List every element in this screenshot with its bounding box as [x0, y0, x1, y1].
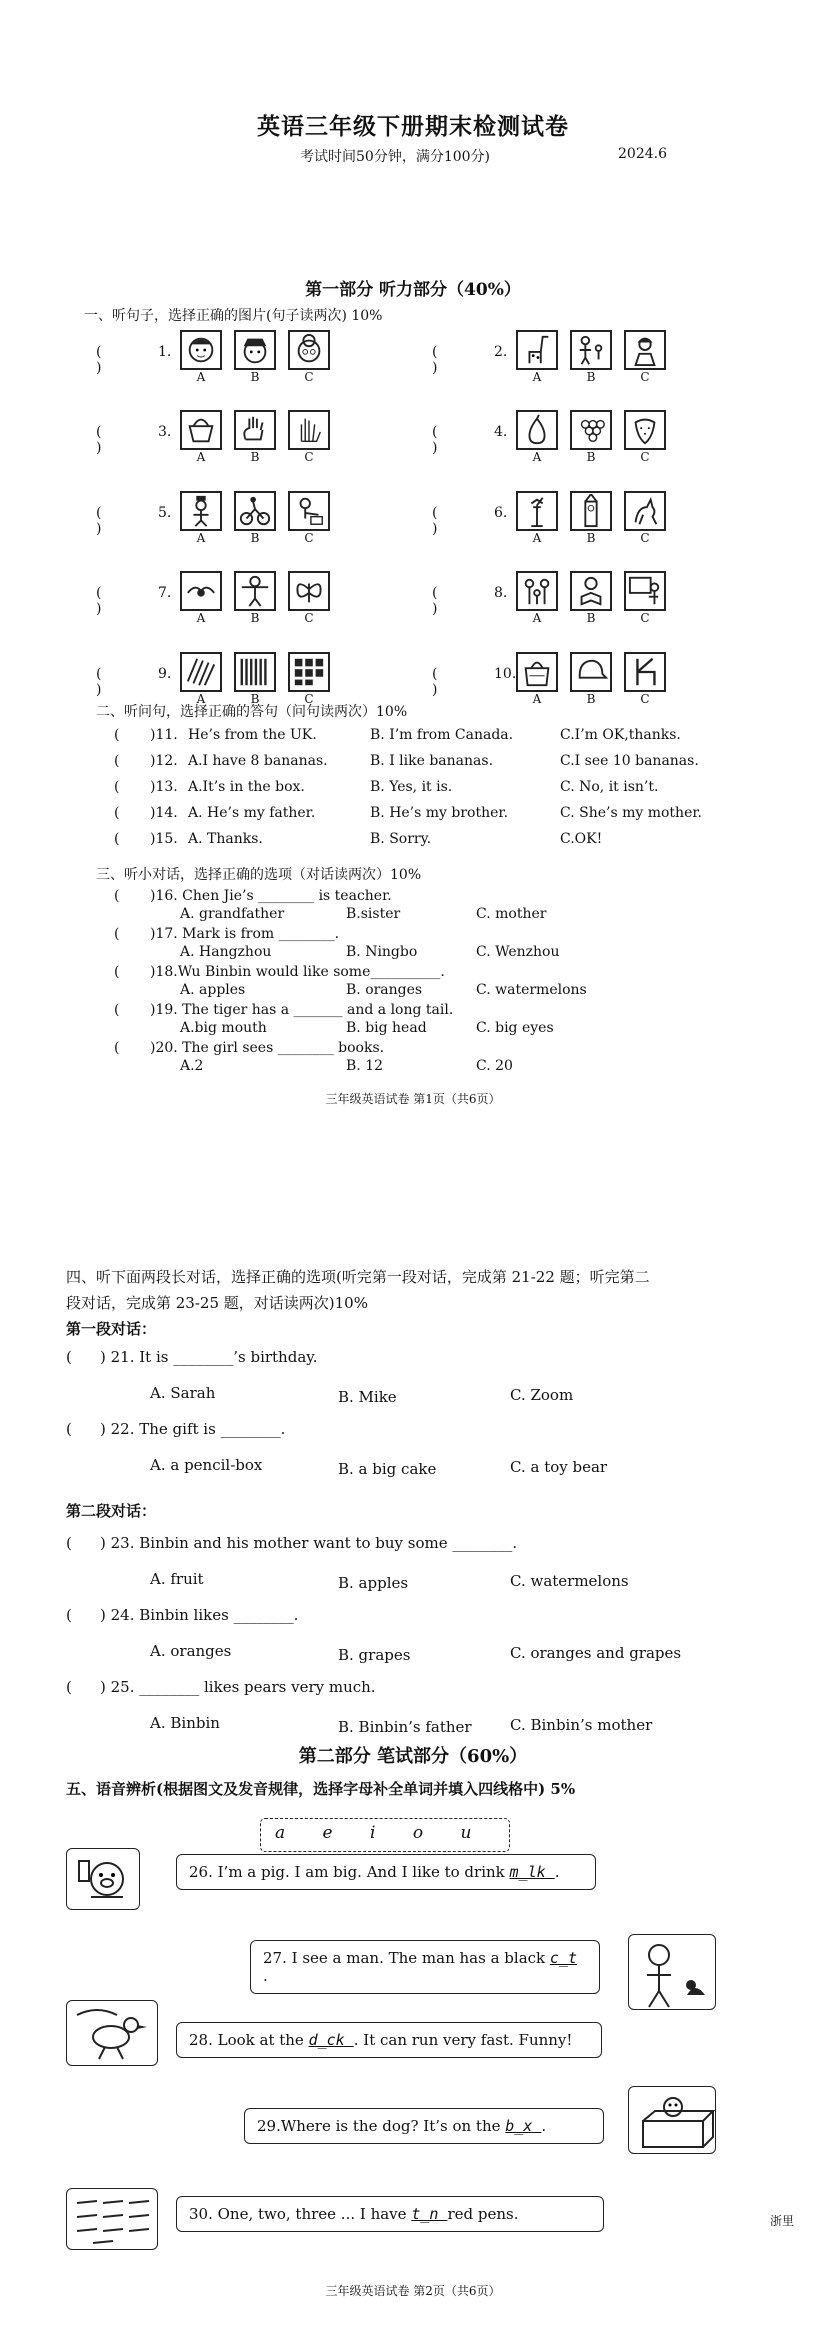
family-icon	[516, 571, 558, 611]
option-c[interactable]: C.OK!	[560, 831, 603, 847]
option-letter: C	[304, 692, 314, 706]
answer-blank[interactable]: (	[66, 1420, 72, 1438]
option-letter: A	[196, 370, 206, 384]
option-letter: A	[532, 450, 542, 464]
option-letter: C	[640, 531, 650, 545]
question-number: 5.	[158, 505, 172, 521]
option-b[interactable]: B. oranges	[346, 982, 423, 998]
option-a[interactable]: A. oranges	[150, 1642, 232, 1660]
answer-blank[interactable]: ( )	[432, 666, 438, 698]
option-c[interactable]: C. a toy bear	[510, 1458, 608, 1476]
question-number: 10.	[494, 666, 517, 682]
option-letter: B	[250, 611, 260, 625]
option-c[interactable]: C. Binbin’s mother	[510, 1716, 653, 1734]
answer-blank[interactable]: ( )	[432, 424, 438, 456]
option-letter: A	[532, 692, 542, 706]
option-b[interactable]: B. I’m from Canada.	[370, 727, 514, 743]
basket-icon	[180, 410, 222, 450]
option-picture[interactable]	[570, 330, 612, 384]
answer-blank[interactable]: (	[114, 888, 120, 904]
sentence-box	[176, 1854, 596, 1890]
hand-icon	[234, 410, 276, 450]
option-b[interactable]: B. Mike	[338, 1388, 397, 1406]
question-text: ) 22. The gift is ________.	[100, 1420, 286, 1438]
option-letter: C	[304, 531, 314, 545]
answer-blank[interactable]: (	[66, 1678, 72, 1696]
answer-blank[interactable]: (	[114, 831, 120, 847]
answer-blank[interactable]: ( )	[96, 505, 102, 537]
option-picture[interactable]	[234, 330, 276, 384]
option-a[interactable]: A. Hangzhou	[180, 944, 272, 960]
option-letter: C	[304, 370, 314, 384]
question-number: 9.	[158, 666, 172, 682]
option-b[interactable]: B. grapes	[338, 1646, 411, 1664]
sentence-text: 27. I see a man. The man has a black	[263, 1949, 550, 1967]
option-picture[interactable]	[624, 330, 666, 384]
option-picture[interactable]	[570, 652, 612, 706]
sentence-box	[244, 2108, 604, 2144]
answer-blank[interactable]: (	[114, 1040, 120, 1056]
option-letter: A	[196, 611, 206, 625]
option-picture[interactable]	[234, 571, 276, 625]
option-picture[interactable]	[516, 330, 558, 384]
option-letter: B	[586, 531, 596, 545]
option-letter: B	[586, 611, 596, 625]
question-number: )13.	[150, 779, 178, 795]
answer-blank[interactable]: ( )	[432, 585, 438, 617]
option-letter: A	[196, 531, 206, 545]
option-b[interactable]: B. Yes, it is.	[370, 779, 453, 795]
option-picture[interactable]	[180, 491, 222, 545]
word-blank[interactable]: d_ck	[308, 2031, 354, 2049]
sentence-text: 26. I’m a pig. I am big. And I like to drink	[189, 1863, 510, 1881]
question-text: )16. Chen Jie’s ________ is teacher.	[150, 888, 392, 904]
sentence-box	[250, 1940, 600, 1994]
answer-blank[interactable]: ( )	[96, 585, 102, 617]
sticks-icon	[234, 652, 276, 692]
option-a[interactable]: A.2	[180, 1058, 204, 1074]
sentence-text: 30. One, two, three ... I have	[189, 2205, 412, 2223]
pig-drinking-icon	[66, 1848, 140, 1910]
option-picture[interactable]	[624, 410, 666, 464]
girl-reading-icon	[570, 571, 612, 611]
option-picture[interactable]	[288, 571, 330, 625]
boy-cap-icon	[234, 330, 276, 370]
answer-blank[interactable]: ( )	[432, 505, 438, 537]
kangaroo-icon	[624, 491, 666, 531]
answer-blank[interactable]: (	[66, 1606, 72, 1624]
option-c[interactable]: C. No, it isn’t.	[560, 779, 659, 795]
dialog1-label: 第一段对话：	[66, 1320, 157, 1338]
word-blank[interactable]: c_t	[549, 1949, 577, 1967]
answer-blank[interactable]: (	[114, 926, 120, 942]
option-letter: A	[532, 370, 542, 384]
option-b[interactable]: B.sister	[346, 906, 401, 922]
strawberry-icon	[624, 410, 666, 450]
option-letter: B	[586, 692, 596, 706]
answer-blank[interactable]: ( )	[432, 344, 438, 376]
boy-face-icon	[180, 330, 222, 370]
option-c[interactable]: C. 20	[476, 1058, 513, 1074]
option-picture[interactable]	[570, 410, 612, 464]
option-picture[interactable]	[570, 491, 612, 545]
question-number: 6.	[494, 505, 508, 521]
option-a[interactable]: A. Thanks.	[188, 831, 263, 847]
option-letter: C	[640, 692, 650, 706]
cyclist-icon	[234, 491, 276, 531]
option-letter: B	[250, 692, 260, 706]
answer-blank[interactable]: ( )	[96, 424, 102, 456]
option-b[interactable]: B. Ningbo	[346, 944, 418, 960]
answer-blank[interactable]: (	[114, 964, 120, 980]
option-picture[interactable]	[624, 571, 666, 625]
option-a[interactable]: A. Sarah	[150, 1384, 216, 1402]
grapes-icon	[570, 410, 612, 450]
answer-blank[interactable]: (	[114, 753, 120, 769]
word-blank[interactable]: b_x	[505, 2117, 542, 2135]
sentence-box	[176, 2196, 604, 2232]
option-a[interactable]: A. Binbin	[150, 1714, 220, 1732]
option-picture[interactable]	[180, 330, 222, 384]
option-picture[interactable]	[516, 491, 558, 545]
answer-blank[interactable]: (	[114, 805, 120, 821]
option-b[interactable]: B. Sorry.	[370, 831, 432, 847]
word-blank[interactable]: m_lk	[509, 1863, 555, 1881]
question-number: )12.	[150, 753, 178, 769]
option-picture[interactable]	[516, 652, 558, 706]
sentence-end: red pens.	[447, 2205, 519, 2223]
woman-icon	[624, 330, 666, 370]
option-a[interactable]: A. grandfather	[180, 906, 285, 922]
option-picture[interactable]	[516, 571, 558, 625]
red-pens-icon	[66, 2188, 158, 2250]
sentence-end: .	[541, 2117, 547, 2135]
teacher-board-icon	[624, 571, 666, 611]
option-c[interactable]: C. Zoom	[510, 1386, 574, 1404]
option-c[interactable]: C.I’m OK,thanks.	[560, 727, 681, 743]
pear-icon	[516, 410, 558, 450]
exam-date: 2024.6	[618, 146, 667, 162]
option-letter: C	[640, 450, 650, 464]
duck-running-icon	[66, 2000, 158, 2066]
page2-footer: 三年级英语试卷 第2页（共6页）	[325, 2284, 501, 2298]
option-c[interactable]: C. mother	[476, 906, 547, 922]
option-a[interactable]: A.It’s in the box.	[188, 779, 305, 795]
option-picture[interactable]	[624, 491, 666, 545]
option-a[interactable]: A. fruit	[150, 1570, 204, 1588]
option-letter: B	[250, 531, 260, 545]
option-picture[interactable]	[234, 410, 276, 464]
option-a[interactable]: A. a pencil-box	[150, 1456, 263, 1474]
giraffe-icon	[516, 330, 558, 370]
part2-title: 第二部分 笔试部分（60%）	[298, 1746, 528, 1767]
option-letter: C	[304, 611, 314, 625]
option-b[interactable]: B. apples	[338, 1574, 409, 1592]
part1-title: 第一部分 听力部分（40%）	[305, 280, 521, 300]
option-letter: C	[304, 450, 314, 464]
dialog2-label: 第二段对话：	[66, 1502, 157, 1520]
statue-liberty-icon	[516, 491, 558, 531]
question-text: )17. Mark is from ________.	[150, 926, 340, 942]
option-picture[interactable]	[288, 330, 330, 384]
option-letter: B	[586, 370, 596, 384]
page1-footer: 三年级英语试卷 第1页（共6页）	[325, 1092, 501, 1106]
option-picture[interactable]	[516, 410, 558, 464]
question-number: 4.	[494, 424, 508, 440]
sentence-box	[176, 2022, 602, 2058]
option-b[interactable]: B. I like bananas.	[370, 753, 494, 769]
question-text: )18.Wu Binbin would like some__________.	[150, 964, 445, 980]
option-letter: A	[196, 450, 206, 464]
dog-box-icon	[628, 2086, 716, 2154]
option-a[interactable]: A. He’s my father.	[188, 805, 316, 821]
option-picture[interactable]	[234, 491, 276, 545]
option-picture[interactable]	[180, 652, 222, 706]
exam-subtitle: 考试时间50分钟，满分100分)	[300, 149, 490, 165]
hand-wave-icon	[288, 410, 330, 450]
option-a[interactable]: A.big mouth	[180, 1020, 267, 1036]
option-b[interactable]: B. Binbin’s father	[338, 1718, 472, 1736]
grandma-icon	[288, 330, 330, 370]
word-blank[interactable]: t_n	[411, 2205, 448, 2223]
option-letter: A	[532, 611, 542, 625]
question-number: 1.	[158, 344, 172, 360]
answer-blank[interactable]: ( )	[96, 666, 102, 698]
option-b[interactable]: B. 12	[346, 1058, 384, 1074]
exam-title: 英语三年级下册期末检测试卷	[257, 113, 569, 140]
man-cat-icon	[628, 1934, 716, 2010]
answer-blank[interactable]: (	[114, 727, 120, 743]
option-picture[interactable]	[288, 652, 330, 706]
option-b[interactable]: B. He’s my brother.	[370, 805, 509, 821]
question-text: ) 24. Binbin likes ________.	[100, 1606, 299, 1624]
option-letter: C	[640, 611, 650, 625]
answer-blank[interactable]: (	[114, 779, 120, 795]
bag-icon	[516, 652, 558, 692]
answer-blank[interactable]: (	[114, 1002, 120, 1018]
sentence-end: .	[554, 1863, 560, 1881]
option-c[interactable]: C. She’s my mother.	[560, 805, 702, 821]
option-letter: B	[250, 370, 260, 384]
chair-icon	[624, 652, 666, 692]
option-picture[interactable]	[234, 652, 276, 706]
pencils-icon	[180, 652, 222, 692]
question-number: )15.	[150, 831, 178, 847]
sec3-instruction: 三、听小对话，选择正确的选项（对话读两次）10%	[96, 867, 422, 883]
sec4-instruction-2: 段对话，完成第 23-25 题，对话读两次)10%	[66, 1294, 368, 1312]
girl-writing-icon	[288, 491, 330, 531]
option-c[interactable]: C. oranges and grapes	[510, 1644, 682, 1662]
cook-icon	[180, 491, 222, 531]
option-letter: B	[586, 450, 596, 464]
option-letter: A	[532, 531, 542, 545]
option-c[interactable]: C. big eyes	[476, 1020, 554, 1036]
option-b[interactable]: B. big head	[346, 1020, 427, 1036]
sentence-text: 28. Look at the	[189, 2031, 309, 2049]
question-text: )19. The tiger has a _______ and a long tail.	[150, 1002, 454, 1018]
question-number: 7.	[158, 585, 172, 601]
boy-arms-icon	[234, 571, 276, 611]
blocks-icon	[288, 652, 330, 692]
question-number: 8.	[494, 585, 508, 601]
sec1-instruction: 一、听句子，选择正确的图片(句子读两次) 10%	[84, 308, 383, 324]
option-a[interactable]: A. apples	[180, 982, 246, 998]
option-a[interactable]: A.I have 8 bananas.	[188, 753, 328, 769]
option-c[interactable]: C. watermelons	[510, 1572, 629, 1590]
sentence-end: .	[263, 1967, 268, 1985]
big-ben-icon	[570, 491, 612, 531]
option-picture[interactable]	[570, 571, 612, 625]
option-letter: A	[196, 692, 206, 706]
question-number: 3.	[158, 424, 172, 440]
option-c[interactable]: C. watermelons	[476, 982, 587, 998]
bird-icon	[180, 571, 222, 611]
option-picture[interactable]	[624, 652, 666, 706]
option-picture[interactable]	[288, 491, 330, 545]
option-a[interactable]: He’s from the UK.	[188, 727, 317, 743]
question-text: ) 21. It is ________’s birthday.	[100, 1348, 318, 1366]
option-picture[interactable]	[180, 410, 222, 464]
cap-icon	[570, 652, 612, 692]
man-boy-icon	[570, 330, 612, 370]
question-number: )14.	[150, 805, 178, 821]
option-picture[interactable]	[288, 410, 330, 464]
answer-blank[interactable]: (	[66, 1534, 72, 1552]
option-picture[interactable]	[180, 571, 222, 625]
option-c[interactable]: C.I see 10 bananas.	[560, 753, 699, 769]
question-text: ) 25. ________ likes pears very much.	[100, 1678, 376, 1696]
option-b[interactable]: B. a big cake	[338, 1460, 437, 1478]
question-text: ) 23. Binbin and his mother want to buy some ________.	[100, 1534, 518, 1552]
sec2-instruction: 二、听问句，选择正确的答句（问句读两次）10%	[96, 704, 408, 720]
question-text: )20. The girl sees ________ books.	[150, 1040, 385, 1056]
answer-blank[interactable]: ( )	[96, 344, 102, 376]
option-letter: C	[640, 370, 650, 384]
butterfly-icon	[288, 571, 330, 611]
question-number: )11.	[150, 727, 178, 743]
question-number: 2.	[494, 344, 508, 360]
option-letter: B	[250, 450, 260, 464]
vowel-box: a e i o u	[260, 1818, 510, 1852]
sec5-instruction: 五、语音辨析(根据图文及发音规律，选择字母补全单词并填入四线格中) 5%	[66, 1780, 576, 1798]
sec4-instruction-1: 四、听下面两段长对话，选择正确的选项(听完第一段对话，完成第 21-22 题；听完第二	[66, 1268, 650, 1286]
watermark: 浙里	[770, 2214, 795, 2228]
answer-blank[interactable]: (	[66, 1348, 72, 1366]
sentence-end: . It can run very fast. Funny!	[353, 2031, 573, 2049]
option-c[interactable]: C. Wenzhou	[476, 944, 560, 960]
sentence-text: 29.Where is the dog? It’s on the	[257, 2117, 506, 2135]
